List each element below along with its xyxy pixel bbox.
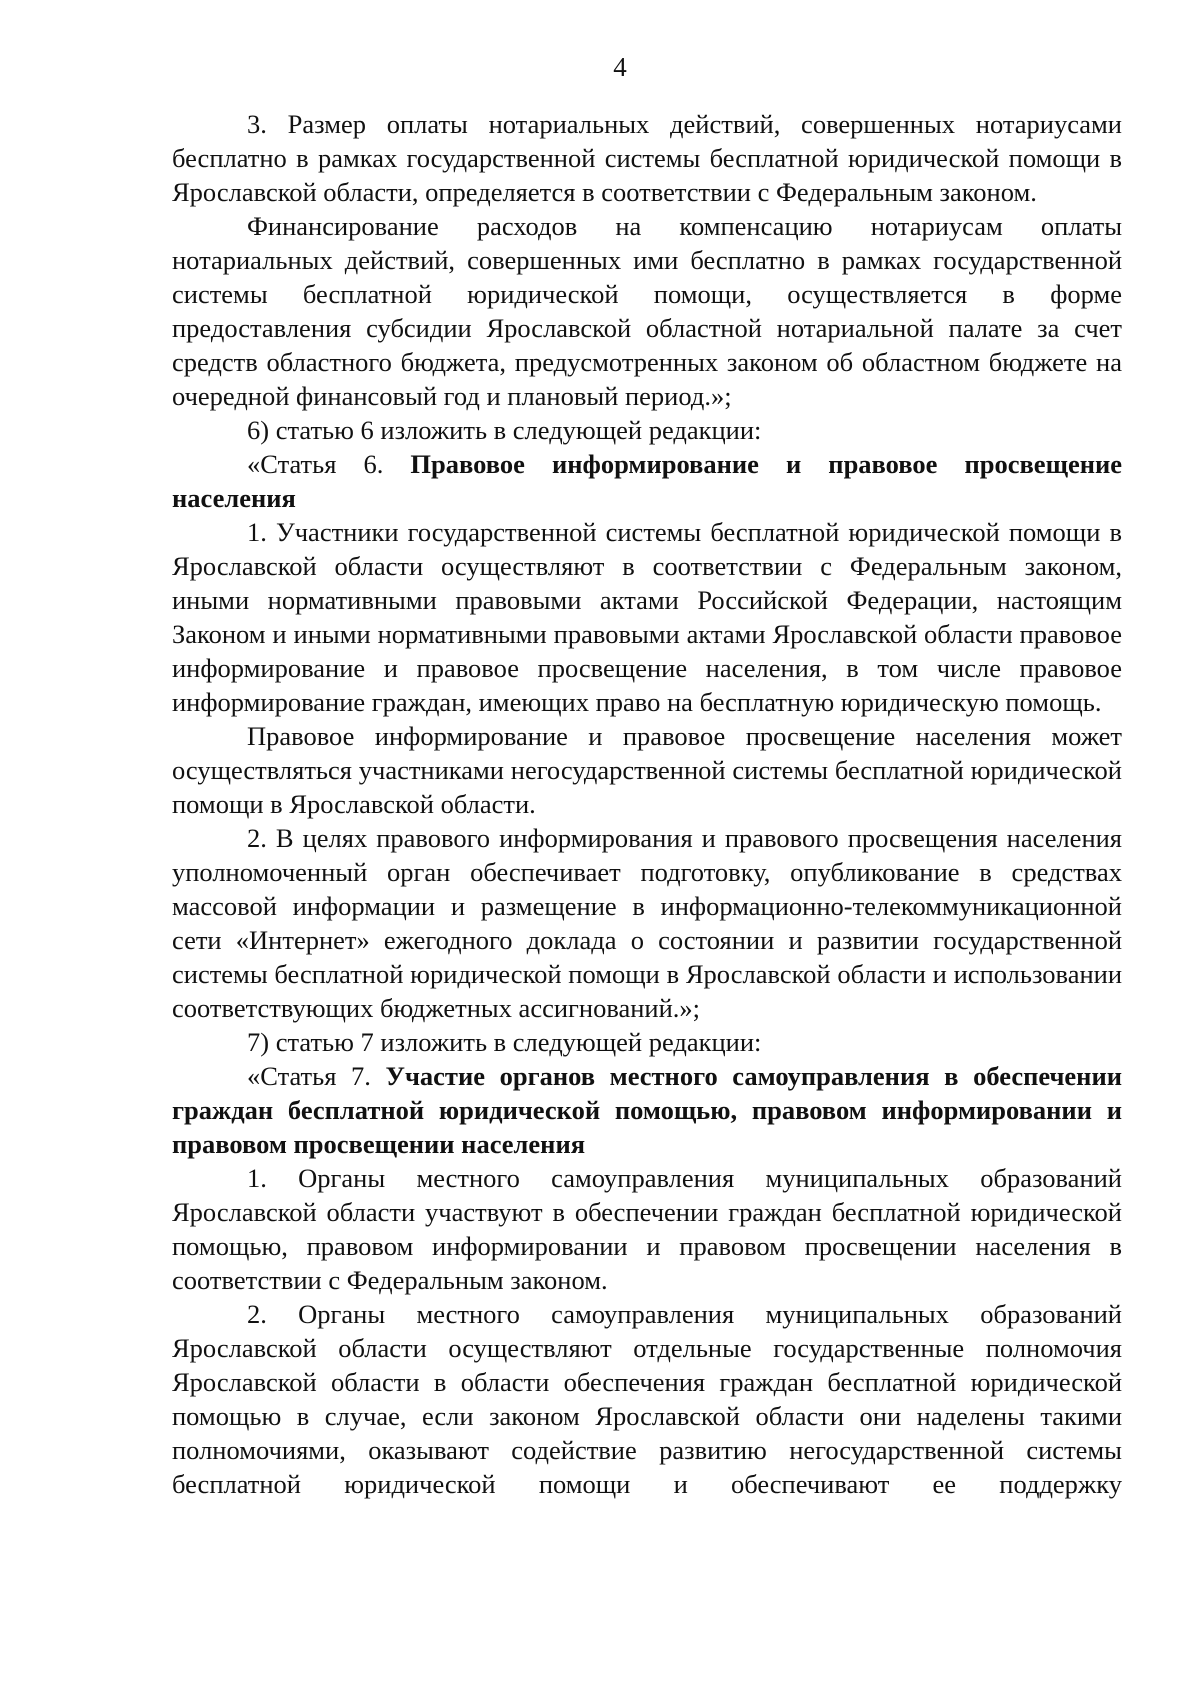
document-body bbox=[172, 107, 1122, 1501]
article-7-heading bbox=[172, 1059, 1122, 1161]
article-6-number: «Статья 6. bbox=[247, 449, 411, 479]
paragraph-article-6-item-2: 2. В целях правового информирования и правового просвещения населения уполномоченный орган обеспечивает подготовку, опубликование в средствах массовой информации и размещение в информационно-телекоммуникационной сети «Интернет» ежегодного доклада о состоянии и развитии государственной системы бесплатной юридической помощи в Ярославской области и использовании соответствующих бюджетных ассигнований.»; bbox=[172, 823, 1122, 1023]
article-6-title: Правовое информирование и правовое просвещение населения bbox=[172, 449, 1123, 513]
article-7-title: Участие органов местного самоуправления в обеспечении граждан бесплатной юридической помощью, правовом информировании и правовом просвещении населения bbox=[172, 1061, 1122, 1159]
paragraph-amend-article-6: 6) статью 6 изложить в следующей редакции: bbox=[247, 415, 762, 445]
paragraph-article-7-item-1: 1. Органы местного самоуправления муниципальных образований Ярославской области участвуют в обеспечении граждан бесплатной юридической помощью, правовом информировании и правовом просвещении населения в соответствии с Федеральным законом. bbox=[172, 1163, 1122, 1295]
paragraph-article-7-item-2: 2. Органы местного самоуправления муниципальных образований Ярославской области осуществляют отдельные государственные полномочия Ярославской области в области обеспечения граждан бесплатной юридической помощью в случае, если законом Ярославской области они наделены такими полномочиями, оказывают содействие развитию негосударственной системы бесплатной юридической помощи и обеспечивают ее поддержку bbox=[172, 1299, 1122, 1499]
paragraph-notary-payment: 3. Размер оплаты нотариальных действий, совершенных нотариусами бесплатно в рамках государственной системы бесплатной юридической помощи в Ярославской области, определяется в соответствии с Федеральным законом. bbox=[172, 109, 1122, 207]
article-7-number: «Статья 7. bbox=[247, 1061, 386, 1091]
page-number: 4 bbox=[613, 52, 627, 82]
paragraph-article-6-nongov: Правовое информирование и правовое просвещение населения может осуществляться участниками негосударственной системы бесплатной юридической помощи в Ярославской области. bbox=[172, 721, 1122, 819]
paragraph-amend-article-7: 7) статью 7 изложить в следующей редакции: bbox=[247, 1027, 762, 1057]
paragraph-article-6-item-1: 1. Участники государственной системы бесплатной юридической помощи в Ярославской области осуществляют в соответствии с Федеральным законом, иными нормативными правовыми актами Российской Федерации, настоящим Законом и иными нормативными правовыми актами Ярославской области правовое информирование и правовое просвещение населения, в том числе правовое информирование граждан, имеющих право на бесплатную юридическую помощь. bbox=[172, 517, 1122, 717]
article-6-heading bbox=[172, 447, 1122, 515]
paragraph-financing: Финансирование расходов на компенсацию нотариусам оплаты нотариальных действий, совершенных ими бесплатно в рамках государственной системы бесплатной юридической помощи, осуществляется в форме предоставления субсидии Ярославской областной нотариальной палате за счет средств областного бюджета, предусмотренных законом об областном бюджете на очередной финансовый год и плановый период.»; bbox=[172, 211, 1122, 411]
